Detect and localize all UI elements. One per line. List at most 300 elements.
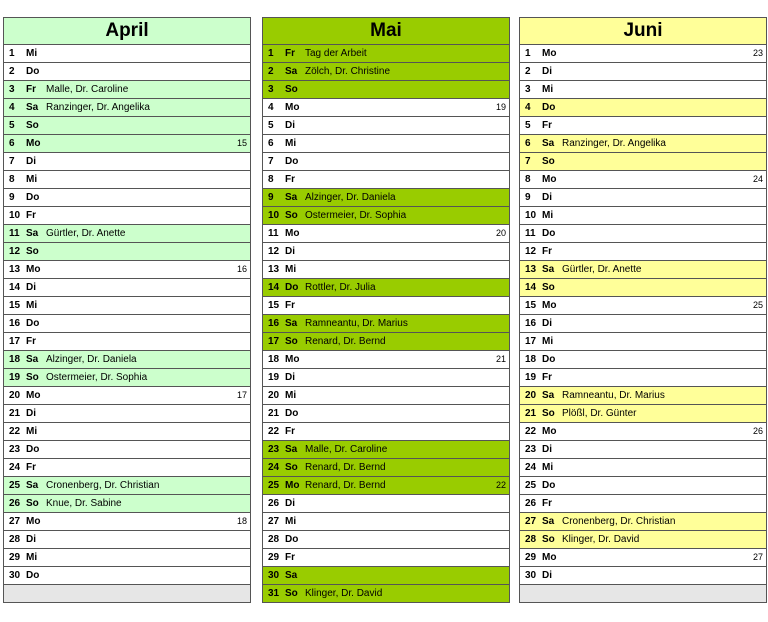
day-row — [520, 441, 766, 459]
day-number: 4 — [9, 102, 15, 113]
weekday: So — [285, 84, 298, 95]
day-row — [4, 549, 250, 567]
weekday: Do — [26, 444, 40, 455]
day-number: 1 — [525, 48, 531, 59]
weekday: Fr — [285, 174, 295, 185]
day-number: 31 — [268, 588, 280, 599]
week-number: 27 — [752, 552, 763, 562]
day-row — [263, 279, 509, 297]
day-number: 13 — [268, 264, 280, 275]
day-entry: Gürtler, Dr. Anette — [46, 228, 126, 239]
day-row — [263, 459, 509, 477]
day-number: 9 — [9, 192, 15, 203]
day-number: 6 — [9, 138, 15, 149]
day-number: 14 — [525, 282, 537, 293]
day-number: 10 — [525, 210, 537, 221]
weekday: Di — [542, 444, 552, 455]
day-row — [4, 153, 250, 171]
weekday: Di — [542, 570, 552, 581]
week-number: 22 — [495, 480, 506, 490]
weekday: Di — [26, 282, 36, 293]
day-number: 1 — [268, 48, 274, 59]
weekday: So — [542, 282, 555, 293]
day-number: 8 — [9, 174, 15, 185]
day-entry: Zölch, Dr. Christine — [305, 66, 391, 77]
day-number: 20 — [268, 390, 280, 401]
day-number: 15 — [268, 300, 280, 311]
day-number: 3 — [9, 84, 15, 95]
day-number: 25 — [268, 480, 280, 491]
day-row — [520, 531, 766, 549]
day-number: 19 — [9, 372, 21, 383]
day-number: 2 — [9, 66, 15, 77]
month-column-mai — [262, 17, 510, 603]
weekday: Fr — [26, 210, 36, 221]
day-number: 23 — [268, 444, 280, 455]
day-row — [263, 351, 509, 369]
day-row — [520, 45, 766, 63]
weekday: Do — [26, 66, 40, 77]
day-entry: Plößl, Dr. Günter — [562, 408, 637, 419]
weekday: Di — [285, 372, 295, 383]
weekday: Di — [285, 246, 295, 257]
day-row — [4, 459, 250, 477]
day-row — [520, 567, 766, 585]
day-number: 28 — [525, 534, 537, 545]
day-number: 5 — [9, 120, 15, 131]
weekday: So — [542, 534, 555, 545]
weekday: Do — [26, 318, 40, 329]
weekday: Mi — [26, 48, 38, 59]
day-number: 19 — [268, 372, 280, 383]
week-number: 20 — [495, 228, 506, 238]
day-row — [4, 333, 250, 351]
day-number: 9 — [268, 192, 274, 203]
week-number: 15 — [236, 138, 247, 148]
day-row — [4, 261, 250, 279]
weekday: Do — [285, 156, 299, 167]
day-entry: Malle, Dr. Caroline — [305, 444, 388, 455]
day-entry: Ostermeier, Dr. Sophia — [46, 372, 148, 383]
day-row — [263, 261, 509, 279]
weekday: Fr — [285, 48, 295, 59]
day-number: 18 — [9, 354, 21, 365]
day-row — [263, 189, 509, 207]
day-row — [263, 297, 509, 315]
weekday: Do — [285, 408, 299, 419]
day-row — [520, 279, 766, 297]
weekday: Do — [285, 282, 299, 293]
day-row — [520, 315, 766, 333]
day-entry: Tag der Arbeit — [305, 48, 367, 59]
day-row — [263, 171, 509, 189]
day-entry: Alzinger, Dr. Daniela — [305, 192, 396, 203]
weekday: So — [285, 588, 298, 599]
weekday: Do — [285, 534, 299, 545]
day-row — [4, 243, 250, 261]
day-entry: Renard, Dr. Bernd — [305, 336, 386, 347]
day-entry: Ramneantu, Dr. Marius — [305, 318, 408, 329]
day-number: 22 — [9, 426, 21, 437]
weekday: Di — [542, 192, 552, 203]
day-row — [520, 225, 766, 243]
day-row — [4, 171, 250, 189]
day-row — [4, 63, 250, 81]
weekday: Fr — [542, 120, 552, 131]
day-number: 10 — [268, 210, 280, 221]
day-number: 18 — [268, 354, 280, 365]
weekday: Fr — [542, 498, 552, 509]
day-number: 3 — [268, 84, 274, 95]
weekday: Mi — [285, 516, 297, 527]
day-row — [4, 423, 250, 441]
week-number: 26 — [752, 426, 763, 436]
day-number: 29 — [9, 552, 21, 563]
day-number: 4 — [268, 102, 274, 113]
day-number: 27 — [525, 516, 537, 527]
day-row — [263, 495, 509, 513]
weekday: Do — [26, 570, 40, 581]
weekday: So — [285, 210, 298, 221]
day-row — [4, 135, 250, 153]
day-row — [520, 459, 766, 477]
day-row — [263, 153, 509, 171]
day-entry: Cronenberg, Dr. Christian — [562, 516, 676, 527]
weekday: Di — [285, 498, 295, 509]
weekday: Mi — [285, 264, 297, 275]
day-number: 22 — [525, 426, 537, 437]
day-row — [263, 225, 509, 243]
day-row — [520, 189, 766, 207]
weekday: Do — [542, 102, 556, 113]
weekday: So — [542, 156, 555, 167]
day-row — [520, 387, 766, 405]
weekday: Sa — [285, 192, 298, 203]
day-row — [520, 243, 766, 261]
weekday: Sa — [542, 516, 555, 527]
day-number: 26 — [268, 498, 280, 509]
week-number: 25 — [752, 300, 763, 310]
weekday: Mi — [285, 390, 297, 401]
weekday: Mi — [26, 552, 38, 563]
day-row — [263, 513, 509, 531]
day-number: 15 — [9, 300, 21, 311]
day-row — [4, 567, 250, 585]
day-row — [263, 549, 509, 567]
day-number: 24 — [9, 462, 21, 473]
day-number: 21 — [268, 408, 280, 419]
week-number: 23 — [752, 48, 763, 58]
empty-row — [4, 585, 250, 602]
day-row — [263, 243, 509, 261]
day-number: 15 — [525, 300, 537, 311]
day-row — [263, 135, 509, 153]
day-number: 27 — [9, 516, 21, 527]
day-number: 14 — [9, 282, 21, 293]
weekday: So — [285, 336, 298, 347]
weekday: Mi — [542, 210, 554, 221]
day-number: 12 — [9, 246, 21, 257]
weekday: Fr — [26, 462, 36, 473]
weekday: Sa — [26, 228, 39, 239]
day-number: 6 — [525, 138, 531, 149]
day-row — [520, 117, 766, 135]
day-row — [4, 297, 250, 315]
day-number: 10 — [9, 210, 21, 221]
weekday: Do — [26, 192, 40, 203]
day-row — [4, 81, 250, 99]
weekday: Fr — [26, 84, 36, 95]
weekday: Sa — [542, 390, 555, 401]
day-number: 12 — [268, 246, 280, 257]
weekday: Mi — [542, 84, 554, 95]
day-entry: Knue, Dr. Sabine — [46, 498, 122, 509]
day-number: 23 — [9, 444, 21, 455]
day-row — [4, 495, 250, 513]
day-row — [263, 315, 509, 333]
weekday: Mo — [542, 300, 557, 311]
day-number: 7 — [9, 156, 15, 167]
weekday: Mo — [542, 48, 557, 59]
day-row — [263, 405, 509, 423]
day-row — [4, 189, 250, 207]
day-entry: Alzinger, Dr. Daniela — [46, 354, 137, 365]
day-number: 27 — [268, 516, 280, 527]
weekday: So — [542, 408, 555, 419]
day-row — [520, 495, 766, 513]
weekday: Fr — [285, 426, 295, 437]
weekday: Sa — [285, 444, 298, 455]
weekday: So — [285, 462, 298, 473]
week-number: 21 — [495, 354, 506, 364]
day-entry: Ostermeier, Dr. Sophia — [305, 210, 407, 221]
weekday: Mi — [26, 426, 38, 437]
day-number: 11 — [9, 228, 20, 239]
day-number: 5 — [525, 120, 531, 131]
day-number: 11 — [525, 228, 536, 239]
day-number: 11 — [268, 228, 279, 239]
day-entry: Renard, Dr. Bernd — [305, 462, 386, 473]
week-number: 16 — [236, 264, 247, 274]
day-number: 3 — [525, 84, 531, 95]
day-row — [520, 549, 766, 567]
day-number: 8 — [525, 174, 531, 185]
day-row — [4, 531, 250, 549]
day-row — [263, 81, 509, 99]
day-number: 9 — [525, 192, 531, 203]
weekday: Mi — [26, 300, 38, 311]
day-row — [520, 351, 766, 369]
week-number: 18 — [236, 516, 247, 526]
weekday: So — [26, 120, 39, 131]
weekday: Fr — [285, 300, 295, 311]
day-number: 26 — [9, 498, 21, 509]
day-row — [263, 333, 509, 351]
day-row — [263, 369, 509, 387]
day-row — [4, 207, 250, 225]
weekday: Sa — [542, 264, 555, 275]
day-number: 21 — [9, 408, 21, 419]
day-number: 29 — [525, 552, 537, 563]
weekday: Do — [542, 354, 556, 365]
weekday: Mo — [285, 354, 300, 365]
month-title: Mai — [263, 18, 509, 45]
day-row — [263, 423, 509, 441]
day-entry: Klinger, Dr. David — [305, 588, 383, 599]
weekday: Mi — [26, 174, 38, 185]
weekday: Do — [542, 480, 556, 491]
day-number: 28 — [9, 534, 21, 545]
day-number: 17 — [268, 336, 280, 347]
weekday: Sa — [285, 318, 298, 329]
day-row — [520, 369, 766, 387]
day-number: 19 — [525, 372, 537, 383]
day-row — [520, 171, 766, 189]
week-number: 19 — [495, 102, 506, 112]
day-row — [263, 531, 509, 549]
day-row — [4, 99, 250, 117]
day-number: 25 — [9, 480, 21, 491]
day-row — [263, 207, 509, 225]
day-row — [4, 225, 250, 243]
day-row — [520, 423, 766, 441]
weekday: Di — [26, 534, 36, 545]
day-row — [263, 63, 509, 81]
month-title: April — [4, 18, 250, 45]
weekday: So — [26, 246, 39, 257]
weekday: Mo — [285, 228, 300, 239]
day-row — [520, 135, 766, 153]
day-number: 21 — [525, 408, 537, 419]
day-number: 7 — [268, 156, 274, 167]
weekday: So — [26, 498, 39, 509]
weekday: Sa — [26, 354, 39, 365]
day-number: 6 — [268, 138, 274, 149]
weekday: Fr — [542, 246, 552, 257]
day-row — [520, 153, 766, 171]
empty-row — [520, 585, 766, 602]
day-row — [4, 351, 250, 369]
day-number: 14 — [268, 282, 280, 293]
weekday: Mi — [285, 138, 297, 149]
day-entry: Gürtler, Dr. Anette — [562, 264, 642, 275]
day-number: 1 — [9, 48, 15, 59]
day-entry: Ranzinger, Dr. Angelika — [562, 138, 666, 149]
day-number: 16 — [9, 318, 21, 329]
weekday: Fr — [542, 372, 552, 383]
week-number: 17 — [236, 390, 247, 400]
day-number: 18 — [525, 354, 537, 365]
weekday: Mi — [542, 336, 554, 347]
day-number: 30 — [9, 570, 21, 581]
day-row — [4, 117, 250, 135]
weekday: Di — [542, 66, 552, 77]
day-entry: Ranzinger, Dr. Angelika — [46, 102, 150, 113]
weekday: Di — [26, 156, 36, 167]
day-number: 30 — [525, 570, 537, 581]
weekday: Do — [542, 228, 556, 239]
weekday: Mo — [26, 138, 41, 149]
day-number: 22 — [268, 426, 280, 437]
day-row — [263, 45, 509, 63]
day-row — [4, 279, 250, 297]
day-entry: Renard, Dr. Bernd — [305, 480, 386, 491]
weekday: Mi — [542, 462, 554, 473]
day-row — [520, 405, 766, 423]
day-row — [263, 477, 509, 495]
day-number: 30 — [268, 570, 280, 581]
weekday: Sa — [26, 480, 39, 491]
month-column-juni — [519, 17, 767, 603]
weekday: Mo — [542, 426, 557, 437]
day-row — [263, 567, 509, 585]
weekday: Fr — [285, 552, 295, 563]
weekday: Mo — [542, 552, 557, 563]
day-row — [520, 81, 766, 99]
day-row — [520, 261, 766, 279]
day-number: 20 — [9, 390, 21, 401]
day-row — [4, 513, 250, 531]
week-number: 24 — [752, 174, 763, 184]
day-row — [4, 45, 250, 63]
day-row — [4, 369, 250, 387]
day-row — [263, 387, 509, 405]
day-row — [520, 513, 766, 531]
day-row — [4, 477, 250, 495]
weekday: Sa — [542, 138, 555, 149]
day-entry: Malle, Dr. Caroline — [46, 84, 129, 95]
day-row — [520, 333, 766, 351]
weekday: Mo — [285, 102, 300, 113]
day-number: 5 — [268, 120, 274, 131]
day-row — [520, 63, 766, 81]
day-number: 17 — [525, 336, 537, 347]
day-number: 4 — [525, 102, 531, 113]
day-number: 28 — [268, 534, 280, 545]
day-row — [4, 315, 250, 333]
day-row — [4, 387, 250, 405]
day-number: 2 — [525, 66, 531, 77]
day-row — [520, 207, 766, 225]
day-number: 12 — [525, 246, 537, 257]
weekday: Di — [26, 408, 36, 419]
day-number: 8 — [268, 174, 274, 185]
weekday: So — [26, 372, 39, 383]
weekday: Mo — [542, 174, 557, 185]
weekday: Mo — [26, 264, 41, 275]
day-number: 2 — [268, 66, 274, 77]
weekday: Sa — [285, 66, 298, 77]
day-row — [263, 441, 509, 459]
day-number: 13 — [9, 264, 21, 275]
weekday: Sa — [285, 570, 298, 581]
weekday: Mo — [26, 516, 41, 527]
day-number: 29 — [268, 552, 280, 563]
day-row — [263, 585, 509, 602]
day-row — [520, 297, 766, 315]
day-number: 20 — [525, 390, 537, 401]
day-number: 13 — [525, 264, 537, 275]
day-number: 16 — [525, 318, 537, 329]
day-entry: Cronenberg, Dr. Christian — [46, 480, 160, 491]
day-number: 17 — [9, 336, 21, 347]
day-number: 24 — [525, 462, 537, 473]
weekday: Mo — [285, 480, 300, 491]
month-title: Juni — [520, 18, 766, 45]
day-number: 23 — [525, 444, 537, 455]
day-row — [263, 117, 509, 135]
day-number: 7 — [525, 156, 531, 167]
